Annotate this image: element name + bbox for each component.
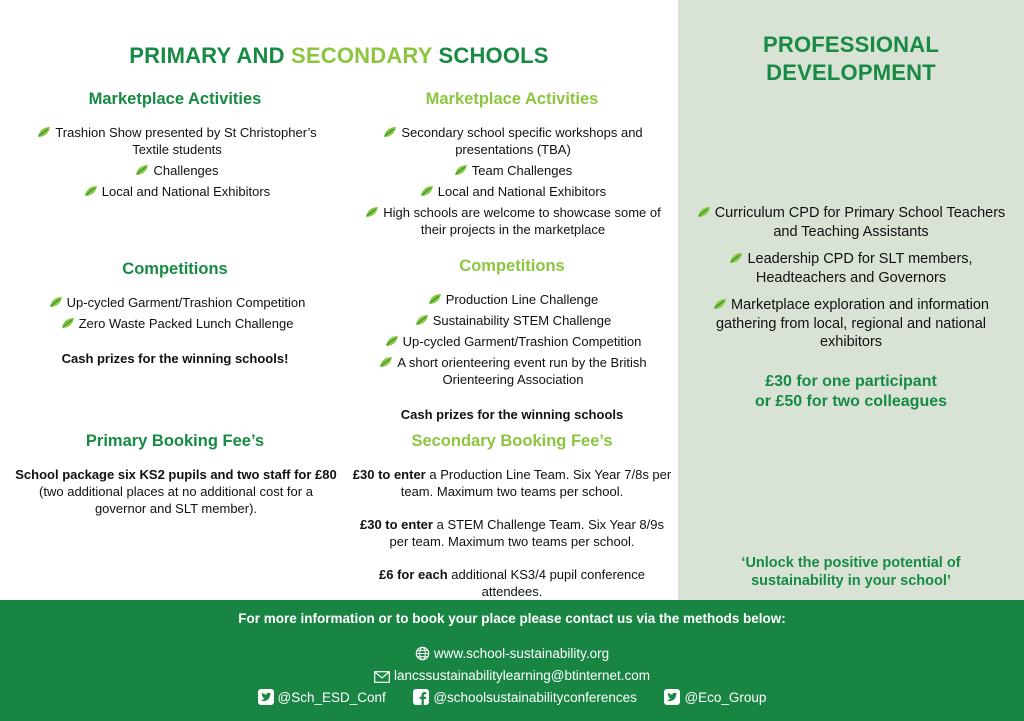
list-item: Challenges — [18, 162, 336, 179]
professional-quote: ‘Unlock the positive potential of sustainability in your school’ — [741, 555, 961, 589]
leaf-icon — [365, 206, 379, 218]
list-item: Zero Waste Packed Lunch Challenge — [18, 315, 336, 332]
primary-marketplace-list — [18, 124, 336, 200]
secondary-fee-2: £30 to enter a STEM Challenge Team. Six Year 8/9s per team. Maximum two teams per school. — [360, 517, 664, 549]
primary-competitions-list — [18, 294, 336, 332]
secondary-marketplace-title: Marketplace Activities — [425, 90, 599, 108]
leaf-icon — [428, 293, 442, 305]
primary-cash-prizes: Cash prizes for the winning schools! — [61, 351, 289, 366]
leaf-icon — [415, 314, 429, 326]
twitter-link-eco-group[interactable]: @Eco_Group — [684, 690, 767, 705]
list-item: A short orienteering event run by the British Orienteering Association — [352, 354, 674, 388]
primary-competitions-title: Competitions — [122, 260, 228, 278]
secondary-cash-prizes: Cash prizes for the winning schools — [400, 407, 624, 422]
secondary-fee-3: £6 for each additional KS3/4 pupil conference attendees. — [379, 567, 645, 599]
website-row — [0, 645, 1024, 665]
globe-icon — [415, 646, 430, 665]
leaf-icon — [729, 252, 743, 264]
leaf-icon — [713, 298, 727, 310]
facebook-link[interactable]: @schoolsustainabilityconferences — [433, 690, 637, 705]
leaf-icon — [61, 317, 75, 329]
list-item: Sustainability STEM Challenge — [352, 312, 674, 329]
list-item: Local and National Exhibitors — [18, 183, 336, 200]
professional-list — [692, 204, 1010, 352]
twitter-link-sch-esd[interactable]: @Sch_ESD_Conf — [277, 690, 386, 705]
list-item: High schools are welcome to showcase some of their projects in the marketplace — [352, 204, 674, 238]
leaf-icon — [454, 164, 468, 176]
list-item: Trashion Show presented by St Christopher’s Textile students — [18, 124, 336, 158]
primary-booking-text: School package six KS2 pupils and two staff for £80 (two additional places at no additional cost for a governor and SLT member). — [15, 467, 337, 516]
envelope-icon — [374, 670, 390, 687]
list-item: Curriculum CPD for Primary School Teachers and Teaching Assistants — [692, 204, 1010, 241]
list-item: Up-cycled Garment/Trashion Competition — [18, 294, 336, 311]
secondary-competitions-list — [352, 291, 674, 388]
primary-booking-title: Primary Booking Fee’s — [85, 432, 265, 450]
professional-development-title: PROFESSIONAL DEVELOPMENT — [763, 32, 939, 85]
leaf-icon — [37, 126, 51, 138]
email-row — [0, 667, 1024, 687]
leaf-icon — [385, 335, 399, 347]
secondary-fee-1: £30 to enter a Production Line Team. Six Year 7/8s per team. Maximum two teams per school. — [352, 467, 672, 499]
list-item: Leadership CPD for SLT members, Headteachers and Governors — [692, 250, 1010, 287]
social-row — [0, 689, 1024, 709]
contact-footer — [0, 600, 1024, 721]
website-link[interactable]: www.school-sustainability.org — [433, 646, 610, 661]
footer-intro: For more information or to book your place please contact us via the methods below: — [238, 611, 786, 626]
list-item: Local and National Exhibitors — [352, 183, 674, 200]
list-item: Marketplace exploration and information gathering from local, regional and national exhibitors — [692, 296, 1010, 352]
leaf-icon — [49, 296, 63, 308]
leaf-icon — [420, 185, 434, 197]
twitter-icon — [258, 689, 274, 709]
page-title: PRIMARY AND SECONDARY SCHOOLS — [129, 43, 549, 68]
professional-price: £30 for one participant or £50 for two colleagues — [754, 373, 948, 410]
leaf-icon — [135, 164, 149, 176]
twitter-icon — [664, 689, 680, 709]
list-item: Production Line Challenge — [352, 291, 674, 308]
leaf-icon — [383, 126, 397, 138]
leaf-icon — [84, 185, 98, 197]
email-link[interactable]: lancssustainabilitylearning@btinternet.com — [393, 668, 651, 683]
secondary-marketplace-list — [352, 124, 674, 238]
secondary-booking-title: Secondary Booking Fee’s — [411, 432, 613, 450]
primary-marketplace-title: Marketplace Activities — [88, 90, 262, 108]
facebook-icon — [413, 689, 429, 709]
leaf-icon — [379, 356, 393, 368]
list-item: Team Challenges — [352, 162, 674, 179]
list-item: Secondary school specific workshops and presentations (TBA) — [352, 124, 674, 158]
leaf-icon — [697, 206, 711, 218]
secondary-competitions-title: Competitions — [459, 257, 565, 275]
list-item: Up-cycled Garment/Trashion Competition — [352, 333, 674, 350]
